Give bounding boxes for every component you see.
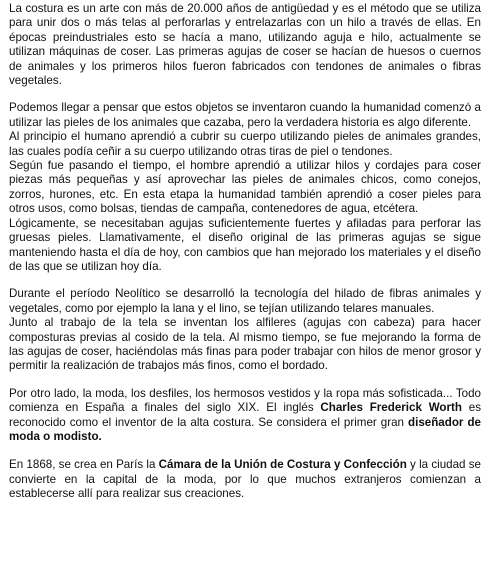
paragraph-threads: Según fue pasando el tiempo, el hombre aprendió a utilizar hilos y cordajes para coser piezas más pequeñas y así aprovechar las pieles de animales chicos, como conejos, zorros, hurones, etc. En esta etapa la humanidad también aprendió a coser pieles para otros usos, como bolsas, tiendas de campaña, contenedores de agua, etcétera. (9, 159, 481, 216)
paragraph-gap (9, 88, 481, 101)
paragraph-fashion-text-1: Por otro lado, la moda, los desfiles, los hermosos vestidos y la ropa más sofisticada... Todo comienza en España a finales del siglo XIX. El inglés (9, 386, 481, 415)
paragraph-paris (9, 458, 481, 501)
paragraph-origin-myth: Podemos llegar a pensar que estos objetos se inventaron cuando la humanidad comenzó a utilizar las pieles de los animales que cazaba, pero la verdadera historia es algo diferente. (9, 101, 481, 129)
fashion-designer-term: diseñador de moda o modisto. (9, 415, 481, 443)
paragraph-intro: La costura es un arte con más de 20.000 años de antigüedad y es el método que se utiliza para unir dos o más telas al perforarlas y entrelazarlas con un hilo a través de ellas. En épocas preindustriales esto se hacía a mano, utilizando aguja e hilo, actualmente se utilizan máquinas de coser. Las primeras agujas de coser se hacían de huesos o cuernos de animales y los primeros hilos fueron fabricados con tendones de animales o fibras vegetales. (9, 2, 481, 88)
paragraph-pins: Junto al trabajo de la tela se inventan los alfileres (agujas con cabeza) para hacer composturas previas al cosido de la tela. Al mismo tiempo, se fue mejorando la forma de las agujas de coser, haciéndolas más finas para poder trabajar con hilos de menor grosor y permitir la realización de trabajos más finos, como el bordado. (9, 316, 481, 373)
camara-union-costura: Cámara de la Unión de Costura y Confección (158, 458, 407, 472)
charles-frederick-worth: Charles Frederick Worth (320, 401, 462, 415)
paragraph-paris-text-1: En 1868, se crea en París la (9, 458, 159, 472)
paragraph-neolithic: Durante el período Neolítico se desarrolló la tecnología del hilado de fibras animales y vegetales, como por ejemplo la lana y el lino, se tejían utilizando telares manuales. (9, 287, 481, 315)
paragraph-early-humans: Al principio el humano aprendió a cubrir su cuerpo utilizando pieles de animales grandes, las cuales podía ceñir a su cuerpo utilizando otras tiras de piel o tendones. (9, 130, 481, 158)
paragraph-needles: Lógicamente, se necesitaban agujas suficientemente fuertes y afiladas para perforar las gruesas pieles. Llamativamente, el diseño original de las primeras agujas se sigue manteniendo hasta el día de hoy, con cambios que han mejorado los materiales y el diseño de las que se utilizan hoy día. (9, 216, 481, 273)
paragraph-fashion-text-2: es reconocido como el inventor de la alta costura. Se considera el primer gran (9, 401, 481, 429)
paragraph-gap (9, 444, 481, 458)
paragraph-fashion (9, 387, 481, 445)
paragraph-gap (9, 374, 481, 387)
paragraph-paris-text-2: y la ciudad se convierte en la capital de la moda, por lo que muchos extranjeros comienzan a establecerse allí para realizar sus creaciones. (9, 458, 481, 501)
paragraph-gap (9, 274, 481, 287)
